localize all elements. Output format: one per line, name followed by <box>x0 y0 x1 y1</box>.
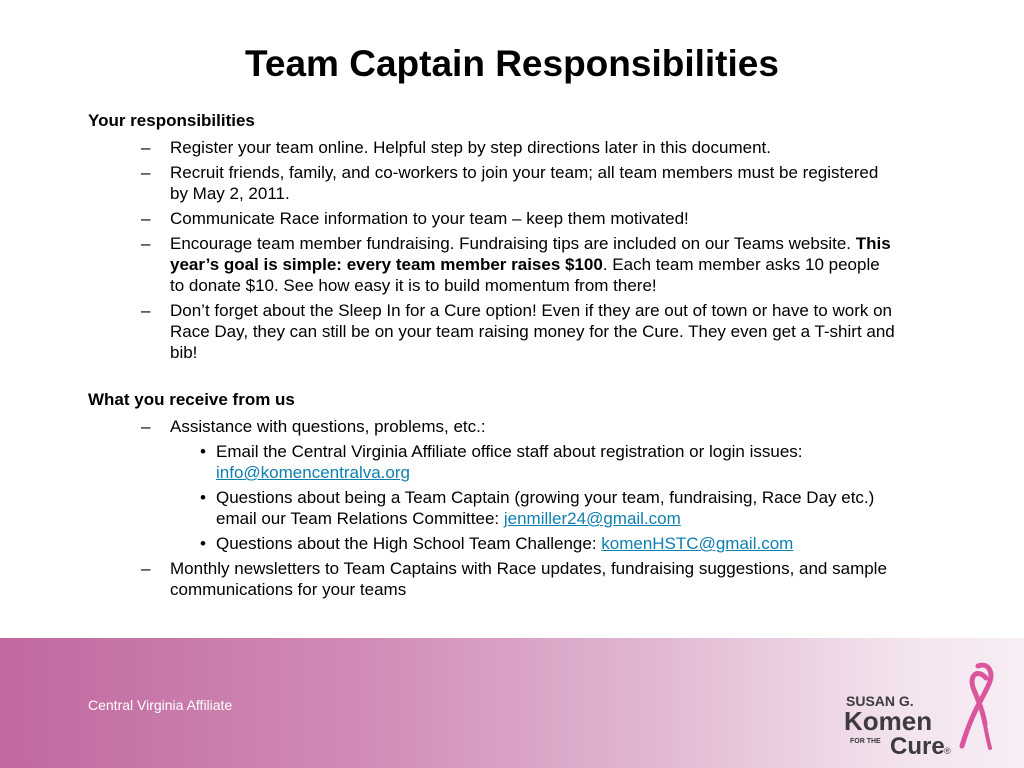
receive-list <box>88 416 988 600</box>
list-item <box>88 233 895 296</box>
dash-marker: – <box>141 138 151 157</box>
logo-text-cure: Cure <box>890 733 945 760</box>
subitem-text: Questions about being a Team Captain (growing your team, fundraising, Race Day etc.) email our Team Relations Committee: <box>216 488 875 528</box>
sub-list-item <box>170 487 916 529</box>
item-text: Assistance with questions, problems, etc.: <box>170 417 486 436</box>
responsibilities-list <box>88 137 988 363</box>
section-heading-responsibilities: Your responsibilities <box>88 111 255 130</box>
dash-marker: – <box>141 301 151 320</box>
komen-logo <box>838 660 998 760</box>
item-text: . Each team member asks 10 people to donate $10. See how easy it is to build momentum from there! <box>170 255 880 295</box>
assistance-sublist <box>170 441 895 554</box>
pink-ribbon-icon <box>962 665 991 748</box>
dash-marker: – <box>141 209 151 228</box>
goal-statement: This year’s goal is simple: every team member raises $100 <box>170 234 891 274</box>
logo-text-komen: Komen <box>844 706 933 736</box>
footer-affiliate-label: Central Virginia Affiliate <box>88 697 233 713</box>
item-text: Recruit friends, family, and co-workers to join your team; all team members must be registered by May 2, 2011. <box>170 163 879 203</box>
section-heading-receive: What you receive from us <box>88 390 295 409</box>
subitem-text: Questions about the High School Team Challenge: <box>216 534 597 553</box>
list-item <box>88 300 895 363</box>
bullet-marker: • <box>200 442 206 461</box>
logo-trademark: ® <box>944 746 951 756</box>
sub-list-item <box>170 441 916 483</box>
sub-list-item <box>170 533 916 554</box>
email-link-hstc[interactable]: komenHSTC@gmail.com <box>601 534 794 553</box>
bullet-marker: • <box>200 488 206 507</box>
slide-content <box>88 110 988 604</box>
dash-marker: – <box>141 559 151 578</box>
dash-marker: – <box>141 234 151 253</box>
email-link-affiliate[interactable]: info@komencentralva.org <box>216 463 410 482</box>
slide-title: Team Captain Responsibilities <box>245 43 779 84</box>
item-text: Don’t forget about the Sleep In for a Cure option! Even if they are out of town or have to work on Race Day, they can still be on your team raising money for the Cure. They even get a T-shirt and bib! <box>170 301 895 362</box>
list-item <box>88 137 895 158</box>
item-text: Register your team online. Helpful step by step directions later in this document. <box>170 138 771 157</box>
dash-marker: – <box>141 163 151 182</box>
subitem-text: Email the Central Virginia Affiliate office staff about registration or login issues: <box>216 442 803 461</box>
list-item <box>88 208 895 229</box>
item-text: Monthly newsletters to Team Captains with Race updates, fundraising suggestions, and sample communications for your teams <box>170 559 887 599</box>
bullet-marker: • <box>200 534 206 553</box>
list-item <box>88 162 895 204</box>
logo-text-for-the: FOR THE <box>850 738 881 745</box>
logo-text-susan-g: SUSAN G. <box>846 693 914 709</box>
item-text: Encourage team member fundraising. Fundraising tips are included on our Teams website. <box>170 234 851 253</box>
list-item <box>88 416 895 554</box>
email-link-team-relations[interactable]: jenmiller24@gmail.com <box>503 509 681 528</box>
list-item <box>88 558 895 600</box>
item-text: Communicate Race information to your team – keep them motivated! <box>170 209 689 228</box>
footer-band <box>0 638 1024 768</box>
dash-marker: – <box>141 417 151 436</box>
